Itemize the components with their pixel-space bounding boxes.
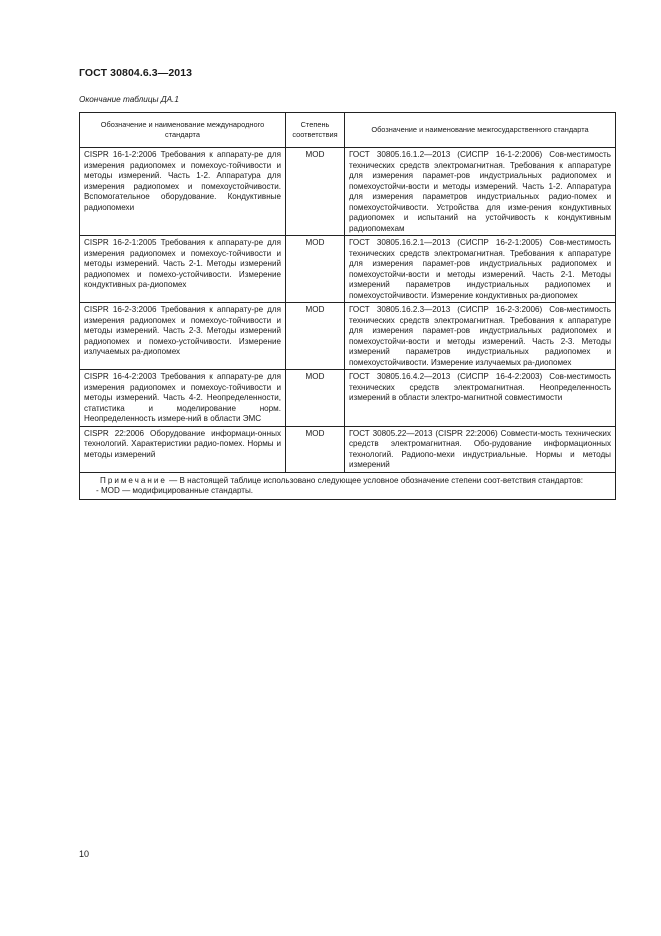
interstate-standard-cell: ГОСТ 30805.22—2013 (CISPR 22:2006) Совмести-мость технических средств электромагнитная. Обо-рудование информационных технологий. Радиопо-мехи индустриальные. Нормы и методы измерений (345, 426, 616, 472)
intl-standard-cell: CISPR 16-2-1:2005 Требования к аппарату-ре для измерения радиопомех и помехоус-тойчивости и методы измерений. Часть 2-1. Методы измерений радиопомех и помехо-устойчивости. Измерение кондуктивных ра-диопомех (80, 236, 286, 303)
column-header-intl: Обозначение и наименование международного стандарта (80, 113, 286, 148)
degree-cell: MOD (286, 148, 345, 236)
table-row (80, 236, 616, 303)
degree-cell: MOD (286, 303, 345, 370)
document-title: ГОСТ 30804.6.3—2013 (79, 67, 193, 79)
table-caption: Окончание таблицы ДА.1 (79, 95, 179, 104)
column-header-interstate: Обозначение и наименование межгосударственного стандарта (345, 113, 616, 148)
note-text: — В настоящей таблице использовано следующее условное обозначение степени соот-ветствия стандартов: (169, 475, 584, 485)
degree-cell: MOD (286, 370, 345, 427)
interstate-standard-cell: ГОСТ 30805.16.2.1—2013 (СИСПР 16-2-1:2005) Сов-местимость технических средств электромагнитная. Требования к аппаратуре для измерения парамет-ров индустриальных радиопомех и помехоустойчи-вости и методы измерений. Часть 2-1. Методы измерений параметров индустриальных радиопомех и помехоустойчивости. Измерение кондуктивных ра-диопомех (345, 236, 616, 303)
interstate-standard-cell: ГОСТ 30805.16.4.2—2013 (СИСПР 16-4-2:2003) Сов-местимость технических средств электромагнитная. Неопределенность измерений в области электро-магнитной совместимости (345, 370, 616, 427)
table-header-row (80, 113, 616, 148)
interstate-standard-cell: ГОСТ 30805.16.2.3—2013 (СИСПР 16-2-3:2006) Сов-местимость технических средств электромагнитная. Требования к аппаратуре для измерения парамет-ров индустриальных радиопомех и помехоустойчи-вости и методы измерений. Часть 2-3. Методы измерений параметров индустриальных радиопомех и помехоустойчивости. Измерение излучаемых ра-диопомех (345, 303, 616, 370)
intl-standard-cell: CISPR 16-2-3:2006 Требования к аппарату-ре для измерения радиопомех и помехоус-тойчивости и методы измерений. Часть 2-3. Методы измерений радиопомех и помехо-устойчивости. Измерение излучаемых ра-диопомех (80, 303, 286, 370)
degree-cell: MOD (286, 426, 345, 472)
page-number: 10 (79, 849, 90, 859)
intl-standard-cell: CISPR 22:2006 Оборудование информаци-онных технологий. Характеристики радио-помех. Нормы и методы измерений (80, 426, 286, 472)
column-header-degree: Степень соответствия (286, 113, 345, 148)
table-note-row (80, 472, 616, 499)
intl-standard-cell: CISPR 16-1-2:2006 Требования к аппарату-ре для измерения радиопомех и помехоус-тойчивости и методы измерений. Часть 1-2. Аппаратура для измерения радиопомех и помехоустойчивости. Вспомогательное оборудование. Кондуктивные радиопомехи (80, 148, 286, 236)
table-row (80, 370, 616, 427)
table-note (80, 472, 616, 499)
table-row (80, 303, 616, 370)
interstate-standard-cell: ГОСТ 30805.16.1.2—2013 (СИСПР 16-1-2:2006) Сов-местимость технических средств электромагнитная. Требования к аппаратуре для измерения парамет-ров индустриальных радиопомех и помехоустойчи-вости и методы измерений. Часть 1-2. Аппаратура для измерения параметров индустриальных радио-помех и помехоустойчивости. Устройства для изме-рения кондуктивных радиопомех и испытаний на устойчивость к кондуктивным радиопомехам (345, 148, 616, 236)
note-bullet: - MOD — модифицированные стандарты. (96, 486, 254, 495)
degree-cell: MOD (286, 236, 345, 303)
intl-standard-cell: CISPR 16-4-2:2003 Требования к аппарату-ре для измерения радиопомех и помехоус-тойчивости и методы измерений. Часть 4-2. Неопределенности, статистика и моделирование норм. Неопределенность измере-ний в области ЭМС (80, 370, 286, 427)
note-label: Примечание (100, 475, 167, 485)
table-row (80, 426, 616, 472)
table-row (80, 148, 616, 236)
note-line (88, 476, 607, 487)
standards-table (79, 112, 616, 500)
